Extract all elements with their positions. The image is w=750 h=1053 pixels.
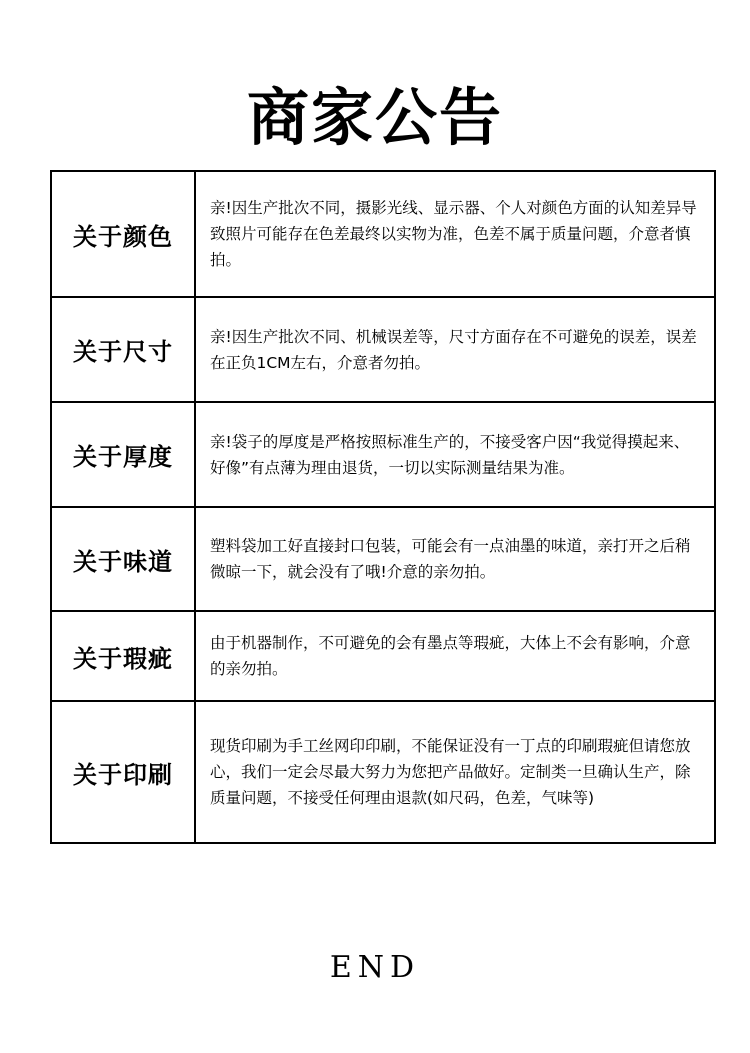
notice-row-thickness: [51, 402, 715, 507]
notice-label: 关于印刷: [51, 701, 195, 843]
notice-text: 现货印刷为手工丝网印印刷，不能保证没有一丁点的印刷瑕疵但请您放心，我们一定会尽最大努力为您把产品做好。定制类一旦确认生产，除质量问题，不接受任何理由退款(如尺码，色差，气味等): [195, 701, 715, 843]
notice-text: 亲!袋子的厚度是严格按照标准生产的，不接受客户因“我觉得摸起来、好像”有点薄为理由退货，一切以实际测量结果为准。: [195, 402, 715, 507]
notice-label: 关于味道: [51, 507, 195, 611]
page-title: 商家公告: [246, 81, 503, 154]
notice-text: 塑料袋加工好直接封口包装，可能会有一点油墨的味道，亲打开之后稍微晾一下，就会没有了哦!介意的亲勿拍。: [195, 507, 715, 611]
end-mark: END: [329, 950, 421, 985]
notice-row-color: [51, 171, 715, 297]
notice-label: 关于颜色: [51, 171, 195, 297]
notice-label: 关于瑕疵: [51, 611, 195, 701]
notice-row-size: [51, 297, 715, 402]
notice-text: 由于机器制作，不可避免的会有墨点等瑕疵，大体上不会有影响，介意的亲勿拍。: [195, 611, 715, 701]
notice-label: 关于尺寸: [51, 297, 195, 402]
notice-text: 亲!因生产批次不同、机械误差等，尺寸方面存在不可避免的误差，误差在正负1CM左右，介意者勿拍。: [195, 297, 715, 402]
notice-label: 关于厚度: [51, 402, 195, 507]
notice-row-smell: [51, 507, 715, 611]
notice-text: 亲!因生产批次不同，摄影光线、显示器、个人对颜色方面的认知差异导致照片可能存在色差最终以实物为准，色差不属于质量问题，介意者慎拍。: [195, 171, 715, 297]
notice-table: [50, 170, 716, 844]
notice-row-printing: [51, 701, 715, 843]
notice-row-defect: [51, 611, 715, 701]
